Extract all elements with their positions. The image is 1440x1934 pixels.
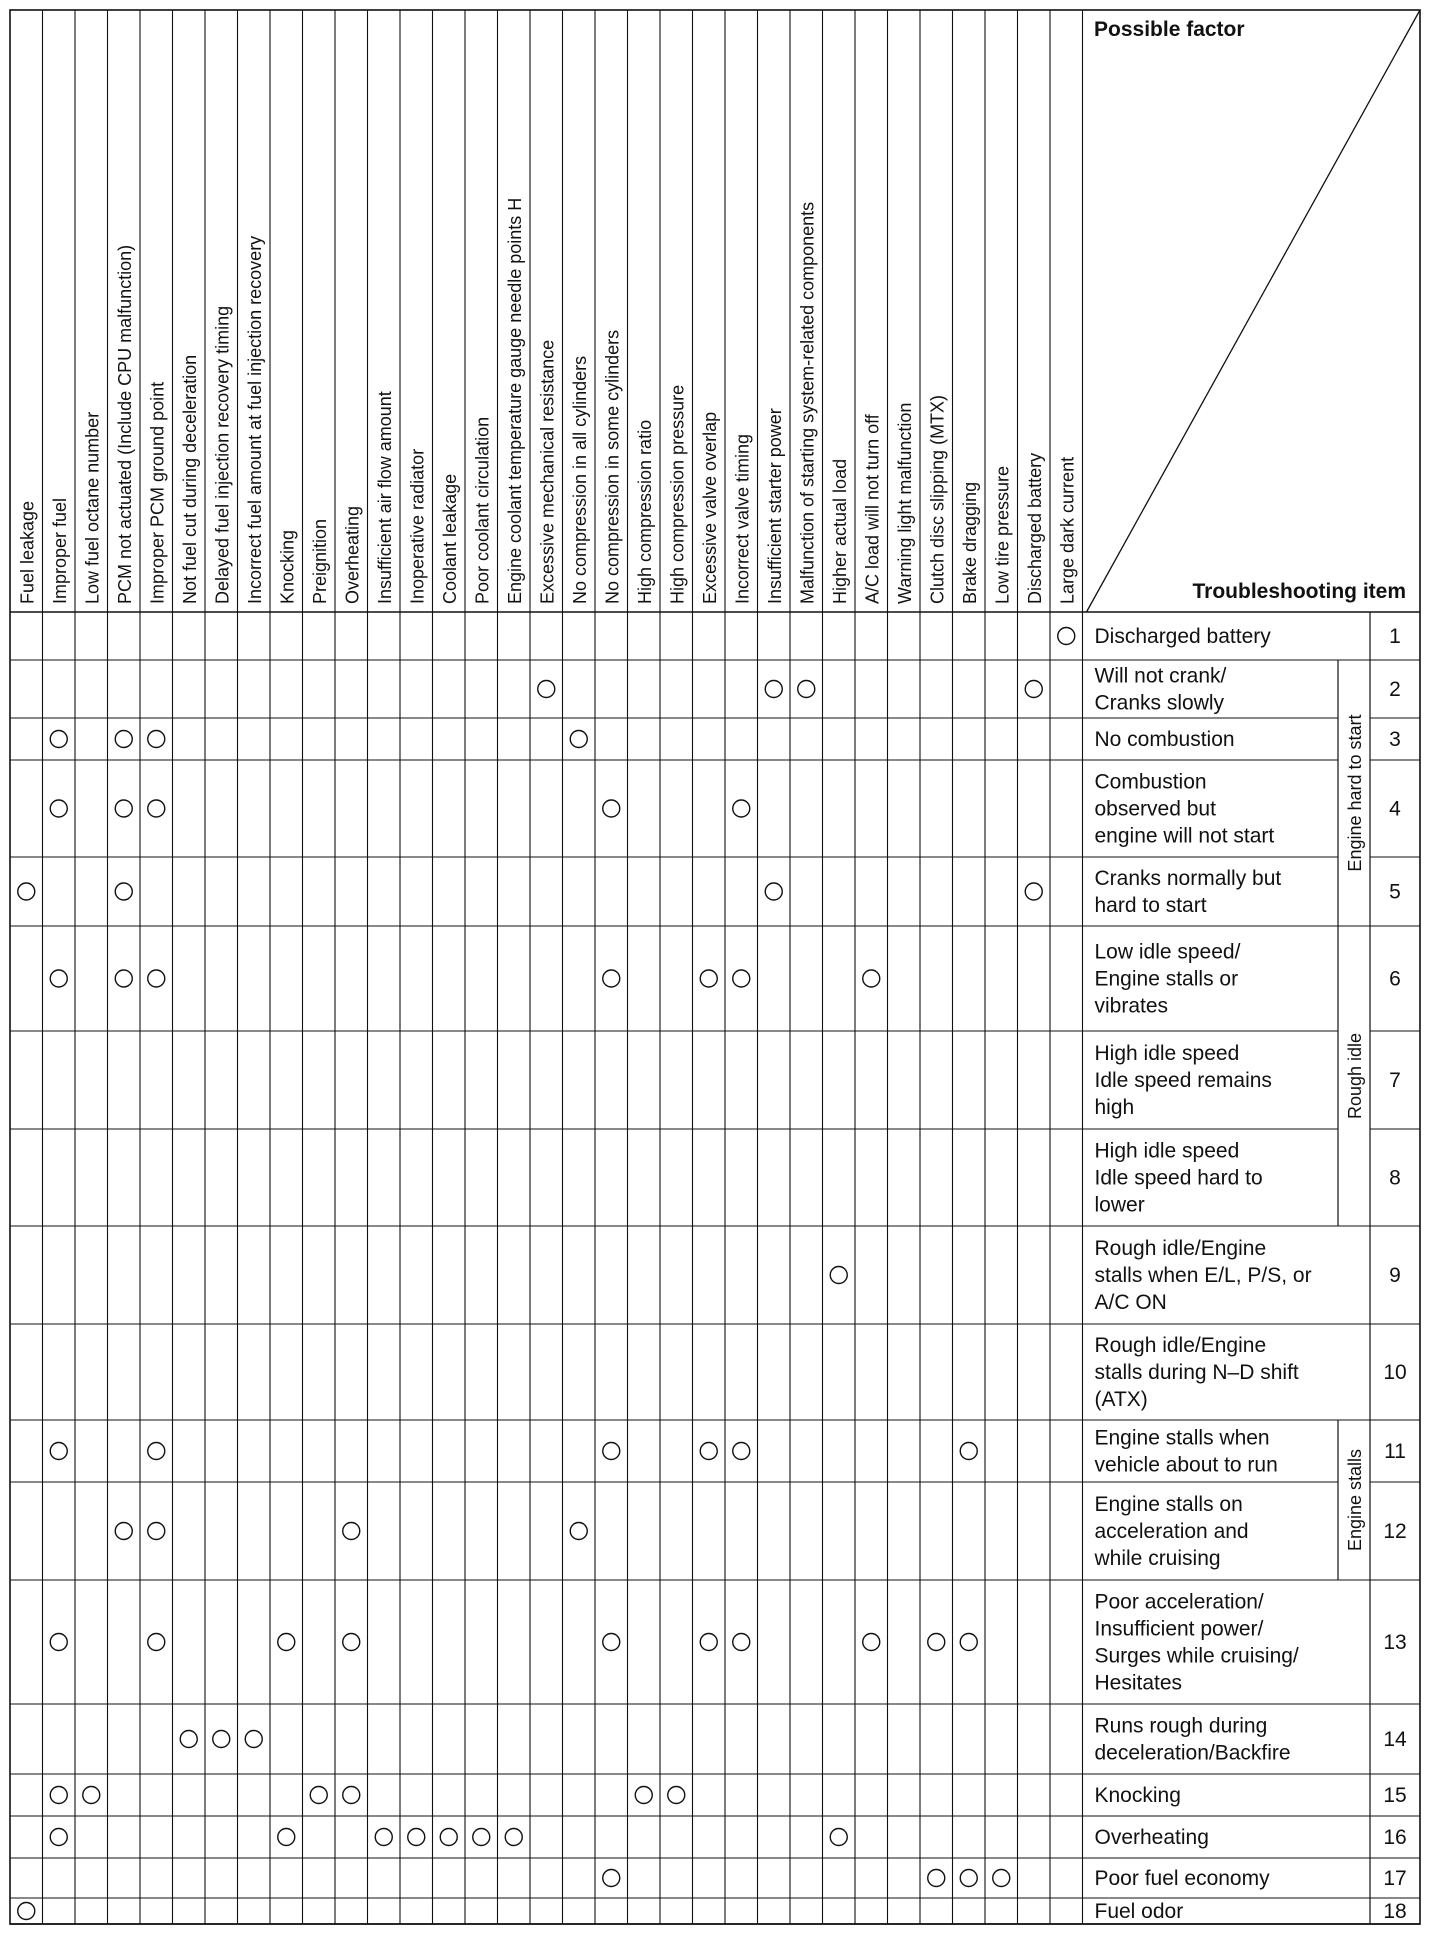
item-number: 5 (1389, 880, 1401, 904)
factor-mark (733, 1443, 750, 1460)
troubleshooting-item-heading: Troubleshooting item (1192, 580, 1406, 603)
factor-mark (928, 1634, 945, 1651)
factor-mark (1025, 883, 1042, 900)
factor-label: Not fuel cut during deceleration (179, 354, 200, 604)
troubleshooting-item-label: Cranks normally but hard to start (1094, 867, 1282, 917)
factor-label: Fuel leakage (17, 500, 38, 604)
factor-mark (83, 1787, 100, 1804)
factor-label: PCM not actuated (Include CPU malfunction) (114, 244, 135, 604)
factor-label: Insufficient starter power (764, 408, 785, 604)
factor-mark (798, 681, 815, 698)
factor-mark (1025, 681, 1042, 698)
factor-mark (50, 1787, 67, 1804)
factor-label: Preignition (309, 518, 330, 604)
factor-label: High compression ratio (634, 419, 655, 604)
troubleshooting-item-label: Discharged battery (1094, 625, 1271, 648)
factor-label: Improper PCM ground point (147, 381, 168, 604)
item-number: 3 (1389, 728, 1401, 751)
factor-label: Excessive valve overlap (699, 411, 720, 604)
factor-mark (733, 970, 750, 987)
factor-mark (440, 1829, 457, 1846)
factor-label: Brake dragging (959, 481, 980, 604)
possible-factor-heading: Possible factor (1094, 18, 1245, 41)
troubleshooting-item-label: No combustion (1094, 728, 1235, 751)
factor-mark (603, 970, 620, 987)
factor-label: No compression in some cylinders (602, 329, 623, 604)
factor-mark (733, 800, 750, 817)
factor-label: Engine coolant temperature gauge needle points H (504, 197, 525, 604)
factor-label: Discharged battery (1024, 452, 1045, 604)
factor-label: Incorrect fuel amount at fuel injection recovery (244, 235, 265, 604)
item-groups (1345, 714, 1365, 1551)
factor-label: A/C load will not turn off (862, 414, 883, 604)
factor-mark (765, 883, 782, 900)
troubleshooting-item-label: High idle speed Idle speed hard to lower (1094, 1139, 1263, 1217)
factor-mark (148, 1523, 165, 1540)
factor-mark (115, 800, 132, 817)
factor-mark (50, 800, 67, 817)
factor-mark (830, 1267, 847, 1284)
factor-mark (343, 1634, 360, 1651)
factor-mark (148, 800, 165, 817)
factor-label: Excessive mechanical resistance (537, 339, 558, 604)
factor-label: Knocking (277, 529, 298, 604)
group-label: Rough idle (1345, 1032, 1365, 1120)
factor-label: Clutch disc slipping (MTX) (927, 394, 948, 604)
factor-mark (343, 1523, 360, 1540)
factor-label: Incorrect valve timing (732, 433, 753, 604)
troubleshooting-item-label: Runs rough during deceleration/Backfire (1094, 1714, 1291, 1765)
factor-mark (603, 800, 620, 817)
item-number: 7 (1389, 1069, 1401, 1092)
factor-mark (993, 1870, 1010, 1887)
factor-mark (473, 1829, 490, 1846)
factor-mark (18, 883, 35, 900)
factor-mark (603, 1870, 620, 1887)
factor-label: High compression pressure (667, 384, 688, 604)
troubleshooting-item-label: Rough idle/Engine stalls during N–D shift (ATX) (1094, 1334, 1299, 1411)
troubleshooting-item-label: Fuel odor (1094, 1900, 1184, 1923)
troubleshooting-item-label: Poor acceleration/ Insufficient power/ Surges while cruising/ Hesitates (1094, 1590, 1299, 1695)
item-number: 12 (1383, 1520, 1407, 1543)
factor-label: Inoperative radiator (407, 448, 428, 604)
factor-label: Poor coolant circulation (472, 416, 493, 604)
item-number: 4 (1389, 797, 1401, 821)
factor-label: Low tire pressure (992, 465, 1013, 604)
factor-mark (733, 1634, 750, 1651)
factor-label: Insufficient air flow amount (374, 391, 395, 604)
item-number: 10 (1383, 1361, 1407, 1384)
factor-marks (18, 628, 1075, 1920)
troubleshooting-item-label: Will not crank/ Cranks slowly (1094, 664, 1227, 715)
factor-mark (50, 731, 67, 748)
item-number: 6 (1389, 967, 1401, 991)
factor-mark (310, 1787, 327, 1804)
factor-label: Large dark current (1057, 456, 1078, 604)
factor-label: Malfunction of starting system-related components (797, 201, 818, 604)
factor-mark (700, 1634, 717, 1651)
factor-mark (278, 1634, 295, 1651)
factor-mark (115, 970, 132, 987)
factor-mark (603, 1443, 620, 1460)
troubleshooting-item-label: Poor fuel economy (1094, 1867, 1270, 1890)
factor-mark (50, 1443, 67, 1460)
factor-mark (148, 1443, 165, 1460)
troubleshooting-item-label: High idle speed Idle speed remains high (1094, 1042, 1272, 1119)
group-label: Engine hard to start (1345, 714, 1365, 872)
factor-mark (115, 731, 132, 748)
factor-mark (50, 970, 67, 987)
factor-mark (245, 1731, 262, 1748)
factor-label: Improper fuel (49, 497, 70, 604)
troubleshooting-item-label: Engine stalls on acceleration and while cruising (1094, 1493, 1249, 1570)
item-number: 16 (1383, 1826, 1407, 1849)
factor-labels (17, 198, 1077, 604)
factor-mark (115, 883, 132, 900)
factor-label: Higher actual load (829, 458, 850, 604)
factor-mark (180, 1731, 197, 1748)
factor-label: Delayed fuel injection recovery timing (212, 305, 233, 604)
item-number: 8 (1389, 1166, 1401, 1190)
header-diagonal (1087, 10, 1421, 612)
factor-mark (18, 1903, 35, 1920)
factor-mark (50, 1634, 67, 1651)
factor-mark (278, 1829, 295, 1846)
factor-mark (570, 1523, 587, 1540)
item-number: 11 (1384, 1440, 1406, 1463)
factor-mark (863, 970, 880, 987)
factor-mark (928, 1870, 945, 1887)
factor-mark (343, 1787, 360, 1804)
troubleshooting-item-label: Combustion observed but engine will not start (1094, 770, 1275, 848)
factor-mark (213, 1731, 230, 1748)
factor-mark (148, 731, 165, 748)
troubleshooting-item-label: Overheating (1094, 1826, 1209, 1849)
factor-mark (538, 681, 555, 698)
factor-mark (50, 1829, 67, 1846)
factor-mark (570, 731, 587, 748)
factor-mark (148, 970, 165, 987)
troubleshooting-item-label: Knocking (1094, 1784, 1181, 1807)
factor-mark (830, 1829, 847, 1846)
item-number: 18 (1383, 1900, 1407, 1923)
factor-mark (863, 1634, 880, 1651)
item-number: 13 (1383, 1631, 1407, 1654)
troubleshooting-item-label: Low idle speed/ Engine stalls or vibrates (1094, 940, 1241, 1018)
group-label: Engine stalls (1345, 1448, 1365, 1552)
factor-mark (603, 1634, 620, 1651)
item-number: 9 (1389, 1264, 1401, 1287)
factor-mark (700, 1443, 717, 1460)
factor-mark (115, 1523, 132, 1540)
item-number: 15 (1383, 1784, 1407, 1807)
factor-label: Coolant leakage (439, 473, 460, 604)
factor-mark (668, 1787, 685, 1804)
factor-mark (960, 1443, 977, 1460)
factor-mark (635, 1787, 652, 1804)
factor-mark (700, 970, 717, 987)
item-number: 1 (1389, 625, 1401, 648)
factor-label: Low fuel octane number (82, 411, 103, 604)
troubleshooting-item-label: Engine stalls when vehicle about to run (1094, 1426, 1278, 1477)
factor-mark (148, 1634, 165, 1651)
item-number: 17 (1383, 1867, 1407, 1890)
factor-label: Warning light malfunction (894, 402, 915, 604)
troubleshooting-item-label: Rough idle/Engine stalls when E/L, P/S, or A/C ON (1094, 1237, 1312, 1314)
factor-mark (765, 681, 782, 698)
factor-mark (960, 1870, 977, 1887)
factor-mark (505, 1829, 522, 1846)
factor-label: Overheating (342, 505, 363, 604)
factor-mark (1058, 628, 1075, 645)
factor-label: No compression in all cylinders (569, 355, 590, 604)
item-number: 2 (1389, 678, 1401, 701)
factor-mark (408, 1829, 425, 1846)
factor-mark (375, 1829, 392, 1846)
factor-mark (960, 1634, 977, 1651)
item-number: 14 (1383, 1728, 1407, 1751)
